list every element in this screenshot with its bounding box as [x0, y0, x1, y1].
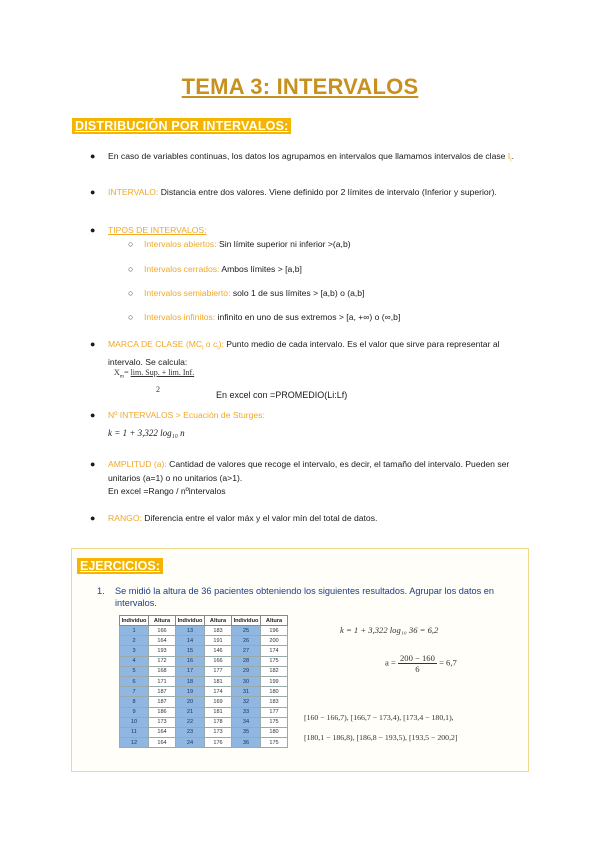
- exercises-box: [71, 548, 529, 772]
- individuo-cell: 18: [176, 676, 205, 686]
- individuo-cell: 12: [120, 738, 149, 748]
- altura-cell: 183: [261, 697, 288, 707]
- altura-cell: 187: [149, 687, 176, 697]
- term-abiertos: Intervalos abiertos:: [144, 239, 217, 249]
- individuo-cell: 36: [232, 738, 261, 748]
- individuo-cell: 10: [120, 717, 149, 727]
- formula-eq: =: [124, 368, 131, 377]
- exercises-heading: EJERCICIOS:: [77, 558, 163, 574]
- table-row: [120, 707, 288, 717]
- individuo-cell: 6: [120, 676, 149, 686]
- term-sub: i: [217, 345, 219, 352]
- text-infinitos: infinito en uno de sus extremos > [a, +∞) o (∞,b]: [215, 312, 401, 322]
- intervals-line-2: [180,1 − 186,8), [186,8 − 193,5), [193,5 − 200,2]: [304, 733, 458, 742]
- term-infinitos: Intervalos infinitos:: [144, 312, 216, 322]
- table-row: [120, 687, 288, 697]
- altura-cell: 172: [149, 656, 176, 666]
- sub-bullet-circle: ○: [128, 312, 134, 322]
- altura-cell: 173: [205, 727, 232, 737]
- amplitude-formula: [385, 653, 457, 674]
- text-semiabierto: solo 1 de sus límites > [a,b) o (a,b]: [230, 288, 365, 298]
- individuo-cell: 30: [232, 676, 261, 686]
- table-header: Altura: [205, 616, 232, 626]
- class-symbol-sub: i: [510, 157, 512, 164]
- excel-amplitud: En excel =Rango / nºintervalos: [108, 486, 226, 496]
- a-fraction: [398, 653, 437, 674]
- bullet-dot: ●: [90, 410, 96, 420]
- term-rango: RANGO:: [108, 513, 142, 523]
- sub-bullet-circle: ○: [128, 239, 134, 249]
- table-row: [120, 636, 288, 646]
- altura-cell: 173: [149, 717, 176, 727]
- altura-cell: 175: [261, 738, 288, 748]
- bullet-dot: ●: [90, 339, 96, 349]
- table-row: [120, 676, 288, 686]
- term-cerrados: Intervalos cerrados:: [144, 264, 220, 274]
- individuo-cell: 22: [176, 717, 205, 727]
- individuo-cell: 27: [232, 646, 261, 656]
- sturges-formula: k = 1 + 3,322 log₁₀ n: [108, 428, 185, 438]
- table-row: [120, 738, 288, 748]
- table-body: [120, 626, 288, 748]
- bullet-dot: ●: [90, 513, 96, 523]
- altura-cell: 174: [205, 687, 232, 697]
- altura-cell: 181: [205, 676, 232, 686]
- altura-cell: 166: [205, 656, 232, 666]
- altura-cell: 169: [205, 697, 232, 707]
- individuo-cell: 32: [232, 697, 261, 707]
- term-semiabierto: Intervalos semiabierto:: [144, 288, 231, 298]
- altura-cell: 146: [205, 646, 232, 656]
- definition-intervalo: Distancia entre dos valores. Viene definido por 2 límites de intervalo (Inferior y superior).: [158, 187, 497, 197]
- a-lhs: a =: [385, 657, 396, 668]
- bullet-dot: ●: [90, 151, 96, 161]
- table-header: Individuo: [120, 616, 149, 626]
- table-header: Individuo: [176, 616, 205, 626]
- altura-cell: 175: [261, 656, 288, 666]
- altura-cell: 176: [205, 738, 232, 748]
- individuo-cell: 4: [120, 656, 149, 666]
- individuo-cell: 8: [120, 697, 149, 707]
- individuo-cell: 5: [120, 666, 149, 676]
- formula-lhs: X: [114, 368, 120, 377]
- individuo-cell: 14: [176, 636, 205, 646]
- individuo-cell: 23: [176, 727, 205, 737]
- altura-cell: 191: [205, 636, 232, 646]
- individuo-cell: 24: [176, 738, 205, 748]
- heights-table: [119, 615, 288, 748]
- individuo-cell: 3: [120, 646, 149, 656]
- bullet-text-end: .: [511, 151, 514, 161]
- table-row: [120, 727, 288, 737]
- individuo-cell: 11: [120, 727, 149, 737]
- table-row: [120, 646, 288, 656]
- individuo-cell: 20: [176, 697, 205, 707]
- text-cerrados: Ambos límites > [a,b]: [219, 264, 302, 274]
- altura-cell: 168: [149, 666, 176, 676]
- a-result: = 6,7: [439, 657, 457, 668]
- individuo-cell: 21: [176, 707, 205, 717]
- altura-cell: 181: [205, 707, 232, 717]
- table-header: Altura: [261, 616, 288, 626]
- individuo-cell: 19: [176, 687, 205, 697]
- a-denominator: 6: [415, 664, 420, 674]
- altura-cell: 199: [261, 676, 288, 686]
- altura-cell: 175: [261, 717, 288, 727]
- altura-cell: 187: [149, 697, 176, 707]
- altura-cell: 164: [149, 738, 176, 748]
- table-row: [120, 697, 288, 707]
- altura-cell: 183: [205, 626, 232, 636]
- table-header: Altura: [149, 616, 176, 626]
- sub-bullet-circle: ○: [128, 264, 134, 274]
- individuo-cell: 31: [232, 687, 261, 697]
- term-part: ):: [218, 339, 224, 349]
- altura-cell: 178: [205, 717, 232, 727]
- excel-promedio-note: En excel con =PROMEDIO(Li:Lf): [216, 390, 348, 400]
- a-numerator: 200 − 160: [399, 653, 435, 663]
- section-heading: DISTRIBUCIÓN POR INTERVALOS:: [72, 118, 291, 134]
- altura-cell: 174: [261, 646, 288, 656]
- table-row: [120, 666, 288, 676]
- individuo-cell: 29: [232, 666, 261, 676]
- altura-cell: 171: [149, 676, 176, 686]
- term-n-intervalos: Nº INTERVALOS > Ecuación de Sturges:: [108, 410, 265, 420]
- altura-cell: 186: [149, 707, 176, 717]
- altura-cell: 200: [261, 636, 288, 646]
- altura-cell: 166: [149, 626, 176, 636]
- term-amplitud: AMPLITUD (a):: [108, 459, 167, 469]
- individuo-cell: 1: [120, 626, 149, 636]
- formula-numerator: lim. Sup. + lim. Inf.: [130, 368, 195, 377]
- altura-cell: 164: [149, 636, 176, 646]
- term-part: o c: [203, 339, 218, 349]
- text-abiertos: Sin límite superior ni inferior >(a,b): [216, 239, 351, 249]
- individuo-cell: 34: [232, 717, 261, 727]
- altura-cell: 180: [261, 687, 288, 697]
- definition-amplitud: Cantidad de valores que recoge el intervalo, es decir, el tamaño del intervalo. Pueden ser unitarios (a=1) o no unitarios (a>1).: [108, 459, 510, 483]
- individuo-cell: 33: [232, 707, 261, 717]
- altura-cell: 182: [261, 666, 288, 676]
- intervals-line-1: [160 − 166,7), [166,7 − 173,4), [173,4 − 180,1),: [304, 713, 454, 722]
- class-symbol: I: [507, 151, 511, 161]
- exercise-number: 1.: [97, 586, 105, 596]
- table-header-row: [120, 616, 288, 626]
- definition-rango: Diferencia entre el valor máx y el valor mín del total de datos.: [141, 513, 378, 523]
- formula-denominator: 2: [156, 385, 160, 394]
- term-part: MARCA DE CLASE (MC: [108, 339, 203, 349]
- altura-cell: 193: [149, 646, 176, 656]
- altura-cell: 177: [261, 707, 288, 717]
- individuo-cell: 26: [232, 636, 261, 646]
- definition-marca-clase: Punto medio de cada intervalo. Es el valor que sirve para representar al intervalo. Se calcula:: [108, 339, 500, 368]
- k-formula: k = 1 + 3,322 log₁₀ 36 = 6,2: [340, 625, 439, 635]
- individuo-cell: 28: [232, 656, 261, 666]
- table-row: [120, 656, 288, 666]
- term-intervalo: INTERVALO:: [108, 187, 159, 197]
- formula-sub: m: [119, 373, 125, 380]
- altura-cell: 164: [149, 727, 176, 737]
- bullet-dot: ●: [90, 459, 96, 469]
- individuo-cell: 13: [176, 626, 205, 636]
- individuo-cell: 7: [120, 687, 149, 697]
- altura-cell: 196: [261, 626, 288, 636]
- sub-bullet-circle: ○: [128, 288, 134, 298]
- individuo-cell: 25: [232, 626, 261, 636]
- individuo-cell: 17: [176, 666, 205, 676]
- individuo-cell: 9: [120, 707, 149, 717]
- term-sub: i: [202, 345, 204, 352]
- individuo-cell: 2: [120, 636, 149, 646]
- exercise-text: Se midió la altura de 36 pacientes obteniendo los siguientes resultados. Agrupar los datos en intervalos.: [115, 586, 494, 608]
- altura-cell: 180: [261, 727, 288, 737]
- term-tipos-intervalos: TIPOS DE INTERVALOS:: [108, 225, 207, 235]
- table-header: Individuo: [232, 616, 261, 626]
- page-title: TEMA 3: INTERVALOS: [181, 74, 419, 99]
- bullet-dot: ●: [90, 225, 96, 235]
- table-row: [120, 626, 288, 636]
- altura-cell: 177: [205, 666, 232, 676]
- individuo-cell: 15: [176, 646, 205, 656]
- individuo-cell: 35: [232, 727, 261, 737]
- bullet-dot: ●: [90, 187, 96, 197]
- term-marca-clase: [108, 339, 224, 352]
- table-row: [120, 717, 288, 727]
- bullet-text: En caso de variables continuas, los datos los agrupamos en intervalos que llamamos intervalos de clase: [108, 151, 508, 161]
- individuo-cell: 16: [176, 656, 205, 666]
